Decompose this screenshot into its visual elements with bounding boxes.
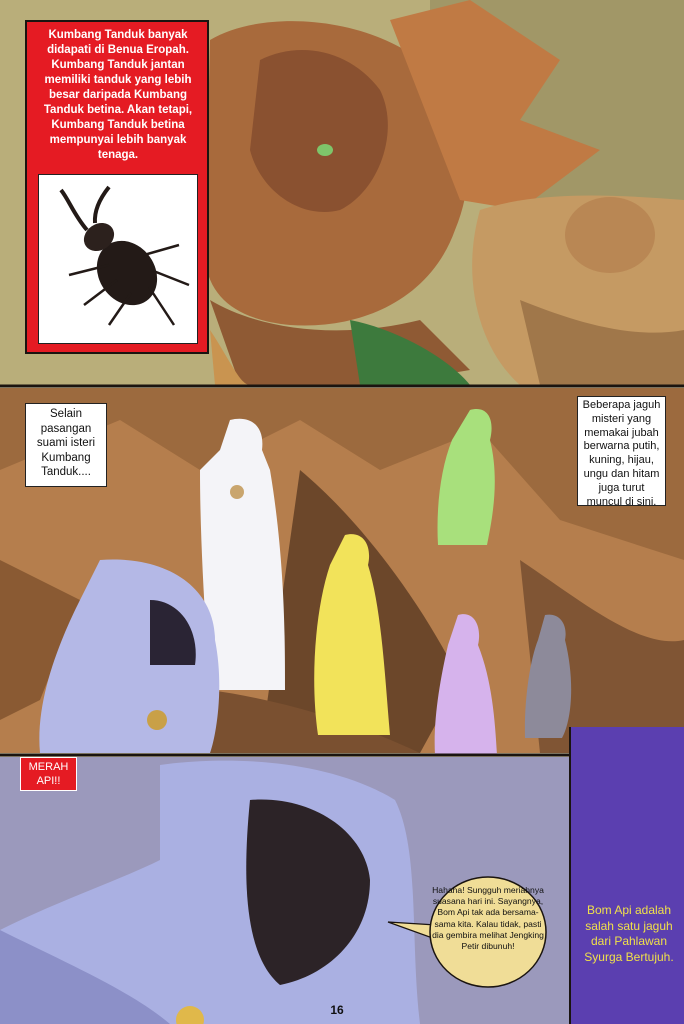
stag-beetle-photo [38,174,198,344]
stag-beetle-icon [39,175,197,343]
speech-bubble-text: Hahaha! Sungguh meriahnya suasana hari ini. Sayangnya, Bom Api tak ada bersama-sama kita. Kalau tidak, pasti dia gembira melihat Jengking Petir dibunuh! [432,885,544,952]
caption-right: Beberapa jaguh misteri yang memakai jubah berwarna putih, kuning, hijau, ungu dan hitam juga turut muncul di sini. [577,396,666,506]
second-beetle-illustration [472,196,684,385]
info-box-text: Kumbang Tanduk banyak didapati di Benua Eropah. Kumbang Tanduk jantan memiliki tanduk yang lebih besar daripada Kumbang Tanduk betina. Akan tetapi, Kumbang Tanduk betina mempunyai lebih banyak tenaga. [43,29,193,161]
caption-left: Selain pasangan suami isteri Kumbang Tanduk.... [25,403,107,487]
promo-box [569,727,684,1024]
promo-text: Bom Api adalah salah satu jaguh dari Pahlawan Syurga Bertujuh. [584,903,674,964]
info-box-kumbang-tanduk [25,20,209,354]
page-number: 16 [330,1003,344,1017]
sound-effect-label: MERAH API!! [20,757,77,791]
